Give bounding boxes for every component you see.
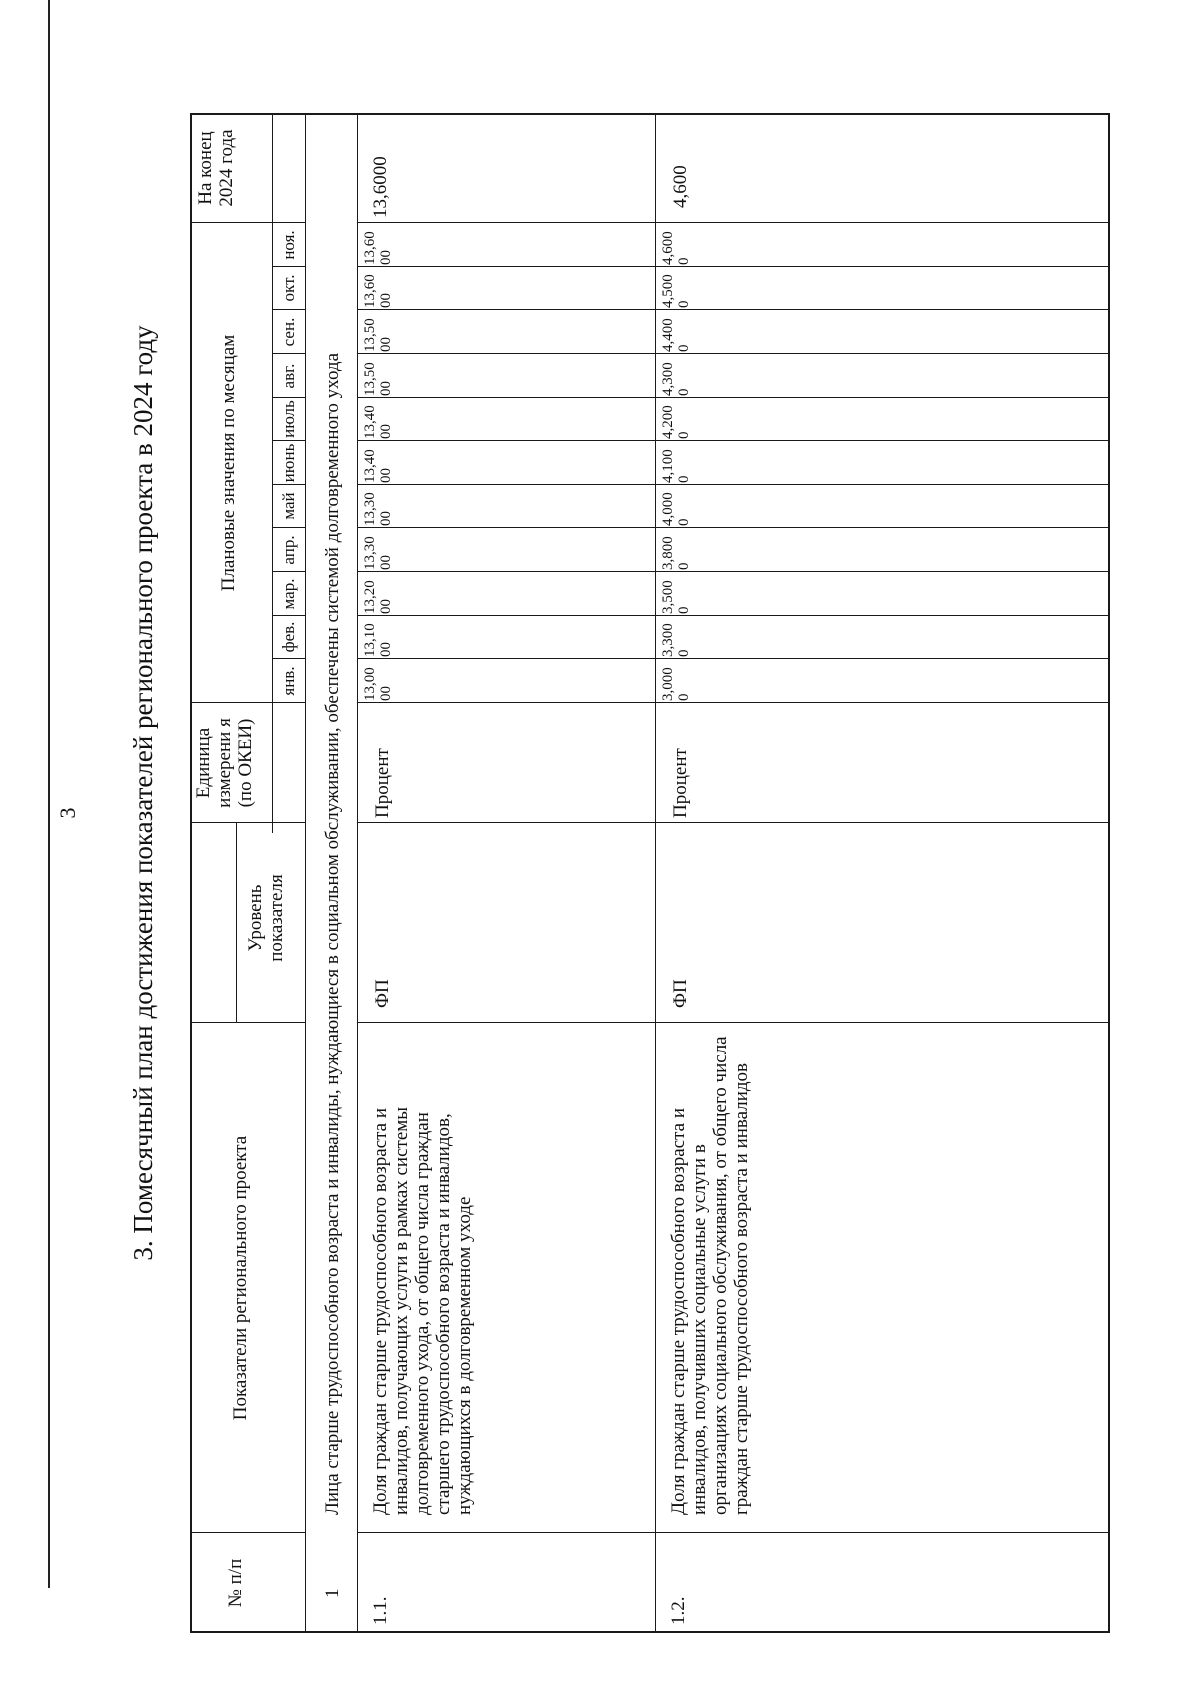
table-border-right [190, 113, 1110, 115]
month-value: 13,6000 [362, 274, 394, 308]
col-indicator-divider [357, 1022, 1110, 1023]
month-value: 4,3000 [660, 362, 692, 396]
table-header-bottom [305, 113, 306, 1633]
document-title: 3. Помесячный план достижения показателей регионального проекта в 2024 году [128, 325, 158, 1261]
month-value: 13,5000 [362, 362, 394, 396]
row1-indicator: Доля граждан старше трудоспособного возраста и инвалидов, получающих услуги в рамках системы долговременного ухода, от общего числа граждан старшего трудоспособного возраста и инвалидов, нуждающихся в долговременном уходе [370, 1106, 475, 1515]
month-value: 13,3000 [362, 536, 394, 570]
month-value: 3,8000 [660, 536, 692, 570]
month-divider [357, 484, 1108, 485]
month-header: июнь [279, 443, 298, 483]
month-value: 13,5000 [362, 318, 394, 352]
month-value: 4,4000 [660, 318, 692, 352]
month-value: 13,1000 [362, 623, 394, 657]
month-value: 13,2000 [362, 580, 394, 614]
header-monthly-group: Плановые значения по месяцам [218, 334, 239, 592]
month-divider [357, 658, 1108, 659]
header-year-end: На конец 2024 года [195, 129, 237, 207]
page-edge-rule [48, 0, 50, 1588]
month-header: янв. [279, 666, 298, 696]
row1-unit: Процент [372, 748, 393, 818]
table-border-bottom [1108, 113, 1110, 1633]
header-num: № п/п [225, 1558, 246, 1608]
col-level-divider-header [190, 822, 305, 823]
monthly-subheader-line [272, 113, 273, 833]
col-months-end [357, 222, 1110, 223]
month-header: май [279, 492, 298, 520]
row2-level: ФП [670, 979, 691, 1008]
month-value: 3,0000 [660, 667, 692, 701]
month-divider [357, 397, 1108, 398]
month-header: ноя. [279, 230, 298, 260]
month-divider [357, 571, 1108, 572]
level-header-line [236, 823, 237, 1023]
header-unit: Единица измерени я (по ОКЕИ) [193, 718, 256, 808]
month-value: 13,4000 [362, 405, 394, 439]
table-section-bottom [357, 113, 358, 1633]
page-number: 3 [55, 807, 80, 819]
month-divider [357, 615, 1108, 616]
table-border-left [190, 1631, 1110, 1633]
month-divider [357, 309, 1108, 310]
month-value: 13,0000 [362, 667, 394, 701]
month-value: 3,5000 [660, 580, 692, 614]
month-value: 13,3000 [362, 492, 394, 526]
month-value: 4,6000 [660, 231, 692, 265]
row1-level: ФП [372, 979, 393, 1008]
month-value: 4,2000 [660, 405, 692, 439]
col-num-divider-header [190, 1532, 305, 1533]
row2-num: 1.2. [668, 1596, 689, 1625]
header-level: Уровень показателя [245, 874, 287, 962]
row2-unit: Процент [670, 748, 691, 818]
month-value: 13,4000 [362, 449, 394, 483]
month-value: 13,6000 [362, 231, 394, 265]
col-indicator-divider-header [190, 1022, 305, 1023]
row2-indicator: Доля граждан старше трудоспособного возраста и инвалидов, получивших социальные услуги в организациях социального обслуживания, от общего числа граждан старше трудоспособного возраста и инвалидов [668, 1036, 752, 1515]
month-header: авг. [279, 363, 298, 389]
month-header: окт. [279, 274, 298, 302]
col-unit-divider [357, 702, 1110, 703]
month-header: фев. [279, 621, 298, 653]
table-row1-bottom [655, 113, 656, 1633]
section-num: 1 [322, 1588, 343, 1598]
month-divider [357, 440, 1108, 441]
month-divider [357, 353, 1108, 354]
col-level-divider [357, 822, 1110, 823]
month-value: 4,1000 [660, 449, 692, 483]
row1-num: 1.1. [370, 1596, 391, 1625]
col-num-divider [357, 1532, 1110, 1533]
month-value: 4,0000 [660, 492, 692, 526]
month-header: июль [279, 400, 298, 438]
month-divider [357, 527, 1108, 528]
row2-year-end: 4,600 [670, 165, 691, 208]
header-indicator: Показатели регионального проекта [230, 1135, 251, 1421]
month-value: 3,3000 [660, 623, 692, 657]
month-header: апр. [279, 535, 298, 565]
month-header: мар. [279, 578, 298, 610]
month-header: сен. [279, 317, 298, 347]
section-text: Лица старше трудоспособного возраста и инвалиды, нуждающиеся в социальном обслуживании, обеспечены системой долговременного ухода [322, 353, 343, 1515]
row1-year-end: 13,6000 [370, 156, 391, 218]
indicators-table [190, 113, 1110, 1633]
month-divider [357, 266, 1108, 267]
month-group-top [190, 113, 191, 443]
month-value: 4,5000 [660, 274, 692, 308]
